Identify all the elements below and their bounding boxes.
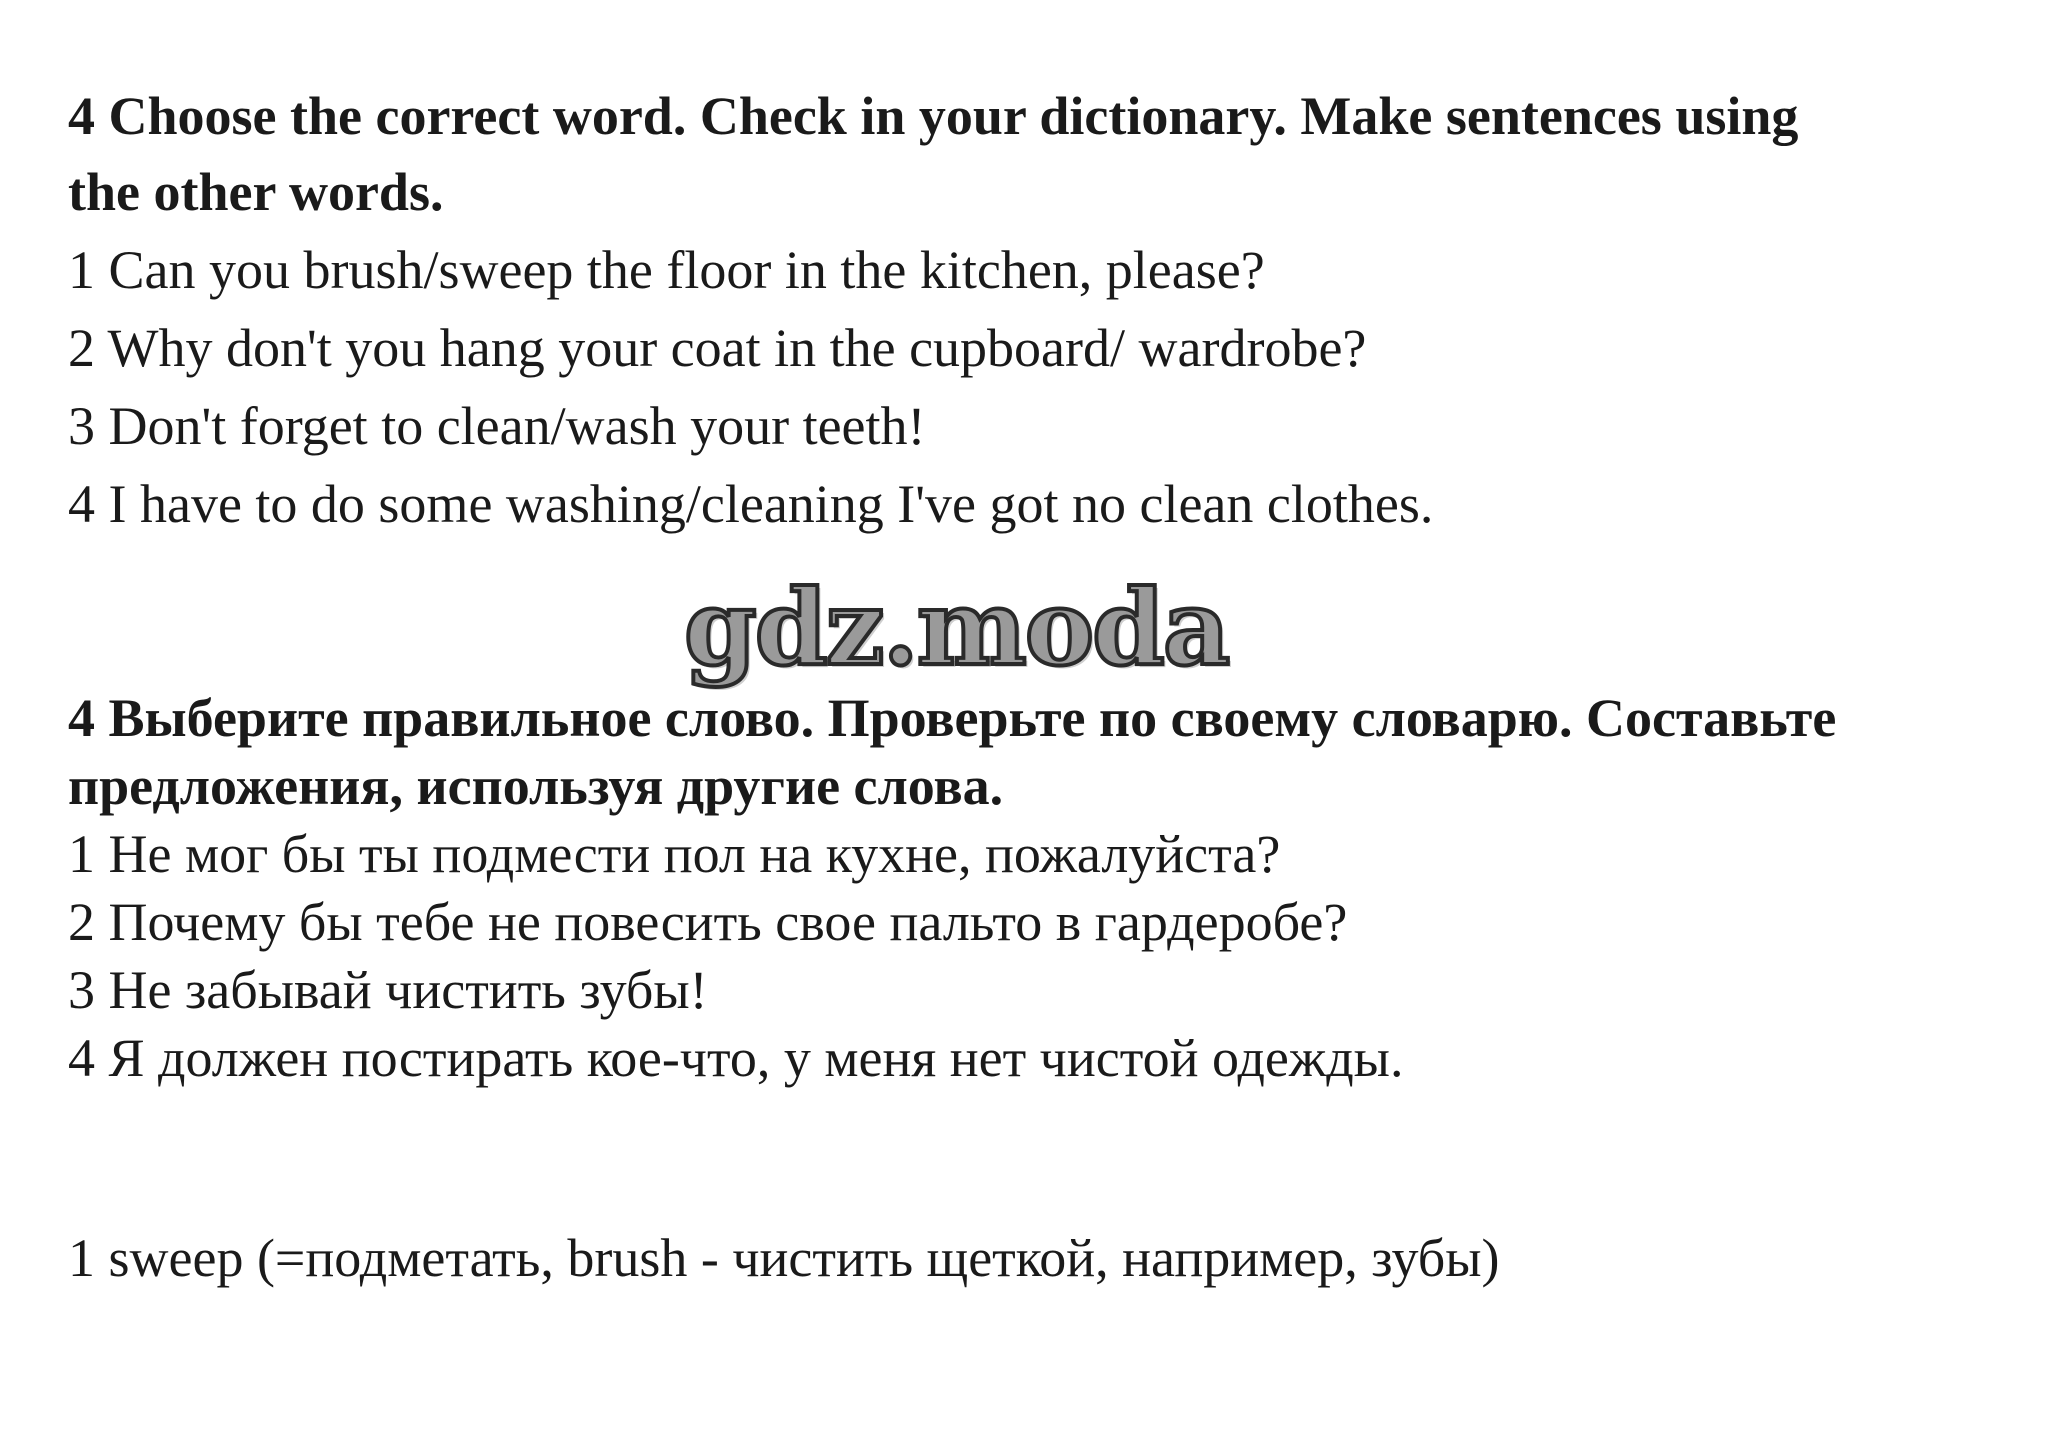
- english-heading-line-1: 4 Choose the correct word. Check in your dictionary. Make sentences using: [68, 86, 1799, 146]
- english-item-1: 1 Can you brush/sweep the floor in the kitchen, please?: [68, 240, 1265, 300]
- russian-item-3: 3 Не забывай чистить зубы!: [68, 960, 708, 1020]
- russian-heading-line-2: предложения, используя другие слова.: [68, 756, 1004, 816]
- russian-item-4: 4 Я должен постирать кое-что, у меня нет чистой одежды.: [68, 1028, 1404, 1088]
- russian-item-1: 1 Не мог бы ты подмести пол на кухне, пожалуйста?: [68, 824, 1281, 884]
- answer-line-1: 1 sweep (=подметать, brush - чистить щеткой, например, зубы): [68, 1228, 1500, 1288]
- english-item-4: 4 I have to do some washing/cleaning I've got no clean clothes.: [68, 474, 1434, 534]
- english-item-3: 3 Don't forget to clean/wash your teeth!: [68, 396, 926, 456]
- english-heading-line-2: the other words.: [68, 162, 444, 222]
- russian-item-2: 2 Почему бы тебе не повесить свое пальто в гардеробе?: [68, 892, 1348, 952]
- watermark-logo: gdz.moda: [684, 566, 1229, 689]
- english-item-2: 2 Why don't you hang your coat in the cupboard/ wardrobe?: [68, 318, 1367, 378]
- russian-heading-line-1: 4 Выберите правильное слово. Проверьте по своему словарю. Составьте: [68, 688, 1837, 748]
